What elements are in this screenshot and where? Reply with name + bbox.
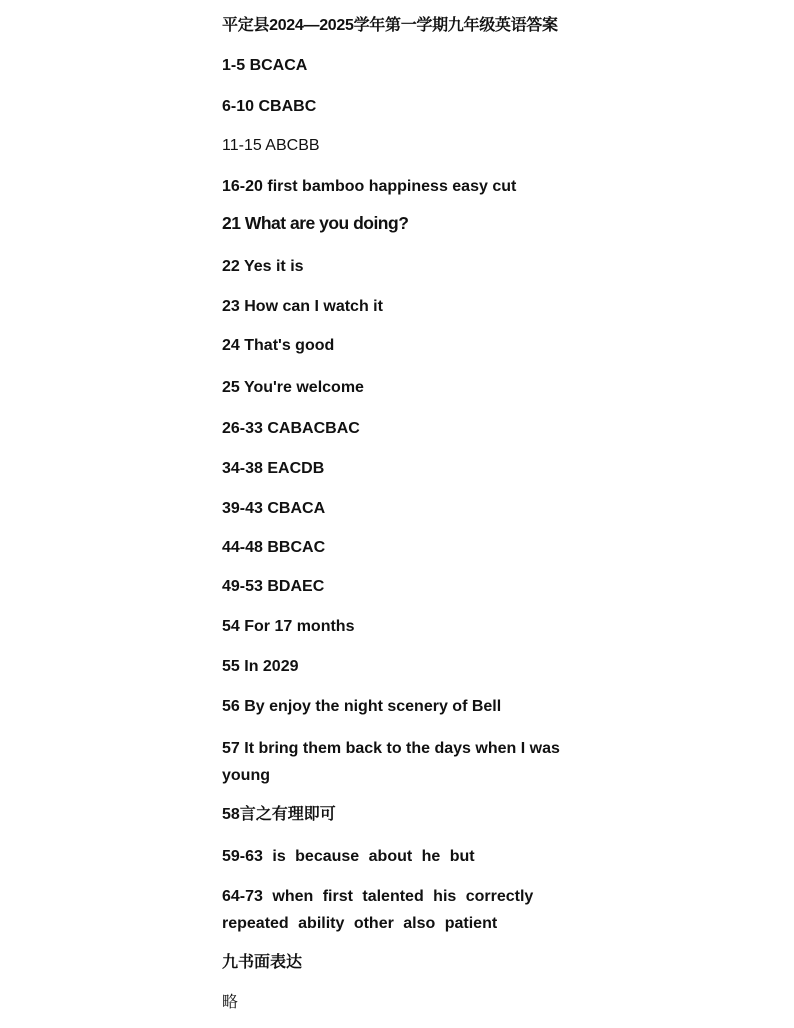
answer-11-15: 11-15 ABCBB — [222, 137, 320, 154]
answer-55: 55 In 2029 — [222, 658, 299, 675]
answer-54: 54 For 17 months — [222, 618, 355, 635]
answer-64-73: 64-73 when first talented his correctly repeated ability other also patient — [222, 888, 534, 932]
answer-6-10: 6-10 CBABC — [222, 98, 317, 115]
section-9-answer: 略 — [222, 994, 239, 1011]
answer-21: 21 What are you doing? — [222, 213, 409, 233]
answer-58: 58言之有理即可 — [222, 806, 336, 823]
answer-23: 23 How can I watch it — [222, 298, 383, 315]
answer-56: 56 By enjoy the night scenery of Bell — [222, 698, 502, 715]
answer-44-48: 44-48 BBCAC — [222, 539, 326, 556]
answer-16-20: 16-20 first bamboo happiness easy cut — [222, 178, 517, 195]
answer-26-33: 26-33 CABACBAC — [222, 420, 360, 437]
document-title: 平定县2024—2025学年第一学期九年级英语答案 — [222, 17, 558, 34]
answer-59-63: 59-63 is because about he but — [222, 848, 475, 865]
answer-1-5: 1-5 BCACA — [222, 57, 308, 74]
section-9-heading: 九书面表达 — [222, 954, 303, 971]
answer-34-38: 34-38 EACDB — [222, 460, 325, 477]
answer-39-43: 39-43 CBACA — [222, 500, 326, 517]
answer-22: 22 Yes it is — [222, 258, 304, 275]
answer-49-53: 49-53 BDAEC — [222, 578, 325, 595]
answer-57: 57 It bring them back to the days when I was young — [222, 740, 560, 784]
answer-25: 25 You're welcome — [222, 379, 364, 396]
answer-24: 24 That's good — [222, 337, 335, 354]
